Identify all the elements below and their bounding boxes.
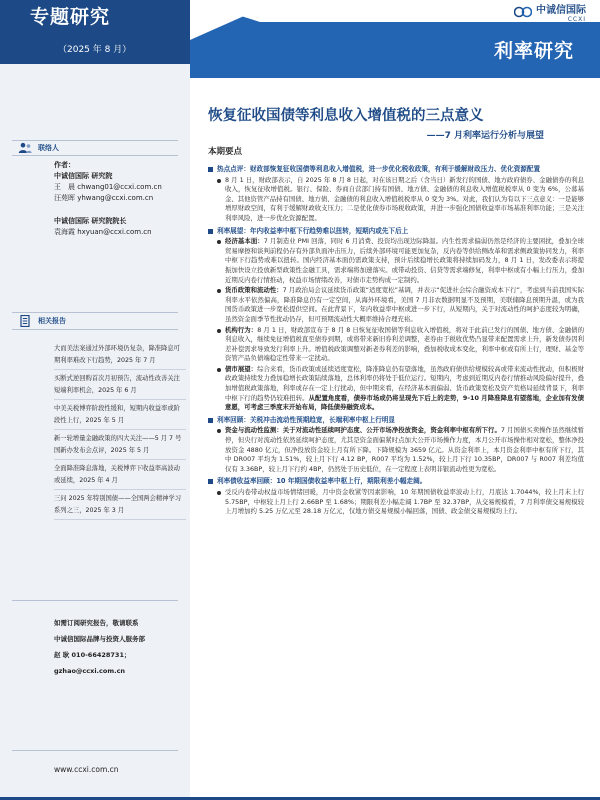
brand-name-en: CCXI xyxy=(567,16,586,23)
head-org: 中诚信国际 研究院院长 xyxy=(54,217,127,225)
sidebar-divider xyxy=(12,750,178,751)
related-section-label: 相关报告 xyxy=(38,317,66,325)
block-title: 利率展望：年内收益率中枢下行趋势难以扭转，短期内或先下后上 xyxy=(208,227,584,237)
report-category: 利率研究 xyxy=(493,40,574,62)
paragraph: 经济基本面：7 月制造业 PMI 回落，同时 6 月消费、投资均出现边际降温。内生性需求偏弱仍然是经济的主要困扰，叠加全球贸易摩擦和谈判前程仍存有外部负面冲击压力，后续外部环境可能更加复杂，反内卷等供给侧改革和需求侧政策协同发力，利率中枢下行趋势或难以扭转。国内经济基本面仍需政策支持，预计后续稳增长政策将持续加码发力，8 月 1 日，发改委表示将提振加快设立投放新型政策性金融工具，需求端将加速落实。或带动投资、信贷等需求端修复，利率中枢或有小幅上行压力，叠加近期反内卷行情推动，权益市场情绪改善，对债市走势构成一定制约。 xyxy=(208,237,584,285)
paragraph: 受反内卷带动权益市场情绪回暖，月中资金收紧等因素影响，10 年期国债收益率波动上行，月底达 1.7044%，较上月末上行 5.75BP，中枢较上月上行 2.66BP 至 1.68%；期限利差小幅走阔 1.7BP 至 32.37BP，从交易规模看，7 月利率债交易规模较上月增加约 5.25 万亿元至 28.18 万亿元，仅地方债交易规模小幅回落，国债、政金债交易规模均上行。 xyxy=(208,488,584,517)
author-org: 中诚信国际 研究院 xyxy=(54,172,113,180)
website-link[interactable]: www.ccxi.com.cn xyxy=(54,765,119,774)
sidebar-divider xyxy=(12,600,178,601)
paragraph: 机构行为：8 月 1 日，财政部宣布于 8 月 8 日恢复征收国债等利息收入增值税，将对于此前已发行的国债、地方债、金融债的利息收入，继续免征增值税直至债券到期，或将带来新旧券利差调整，老券由于税收优势凸显带来配置需求上升，新发债券因利差补偿需求导致发行利率上升。增值税政策调整对新老券利差的影响，叠加税收成本变化，利率中枢或有所上行，理财、基金等资管产品负债端稳定性带来一定扰动。 xyxy=(208,326,584,364)
contact-line: 如需订阅研究报告，敬请联系 xyxy=(54,619,139,627)
related-section-header xyxy=(18,315,66,327)
contact-line: 赵 耿 010-66428731； xyxy=(54,651,131,659)
author-label: 作者： xyxy=(54,161,75,169)
author-block xyxy=(54,160,184,238)
document-title: 恢复征收国债等利息收入增值税的三点意义 xyxy=(208,108,484,124)
block-title: 利率回顾：关税冲击流动性预期趋宽，长端利率中枢上行明显 xyxy=(208,416,584,426)
contact-section-label: 联络人 xyxy=(38,144,59,152)
sidebar-divider xyxy=(12,312,178,313)
block-title: 热点点评：财政部恢复征收国债等利息收入增值税，进一步优化税收政策，有利于缓解财政压力、优化资源配置 xyxy=(208,165,584,175)
sidebar-divider xyxy=(12,140,178,141)
related-report-link[interactable]: 中美关税博弈阶段性缓和，短期内收益率或阶段性上行，2025 年 5 月 xyxy=(54,400,186,430)
related-report-link[interactable]: 买断式逆回购首次月初预告，流动性改善关注短端利率机会，2025 年 6 月 xyxy=(54,370,186,400)
brand-name-cn: 中诚信国际 xyxy=(536,5,586,16)
author-entry: 汪苑晖 yhwang@ccxi.com.cn xyxy=(54,194,154,202)
brand-logo xyxy=(514,1,586,23)
section-label: 本期要点 xyxy=(208,147,243,157)
paragraph: 债市展望：综合来看，货币政策或延续适度宽松，降准降息仍有望落地，虽然政府债供给规模较高或带来流动性扰动，但积极财政政策持续发力叠加稳增长政策陆续落地，总体利率仍将处于低位运行。短期内，考虑到近期反内卷行情推动风险偏好提升，叠加增值税政策落地，利率或存在一定上行扰动，但中期来看，在经济基本面偏弱、货币政策宽松及资产荒格局延续背景下，利率中枢下行的趋势仍较难扭转。从配置角度看，债券市场或仍将呈现先下后上的走势，9-10 月降准降息有望落地，企业加有发债意愿，可考虑三季度末开始布局，降低债券融资成本。 xyxy=(208,365,584,413)
header-left-panel xyxy=(0,0,190,64)
paragraph: 资金与流动性监测：关于对流动性延续呵护态度、公开市场净投放资金，资金利率中枢有所下行。7 月国债买卖操作虽然继续暂停，但央行对流动性依然延续呵护态度，尤其是资金面偏紧时点加大公开市场操作力度，本月公开市场操作相对宽松，整体净投放资金 4880 亿元，但净投放资金较上月有所下降。下降规模为 3659 亿元。从资金利率上，本月资金利率中枢有所下行，其中 DR007 平均为 1.51%，较上月下行 4.12 BP，R007 平均为 1.52%，较上月下行 10.35BP，DR007 与 R007 利差均值仅有 3.36BP，较上月下行约 4BP，仍然处于历史低位，在一定程度上表明非银流动性更为宽松。 xyxy=(208,426,584,474)
head-entry: 袁海霞 hxyuan@ccxi.com.cn xyxy=(54,228,152,236)
related-report-link[interactable]: 三问 2025 年特别国债——全国两会精神学习系列之三，2025 年 3 月 xyxy=(54,490,186,520)
contact-section-header xyxy=(18,142,59,154)
people-icon xyxy=(18,142,32,154)
sidebar-divider xyxy=(12,329,178,330)
document-icon xyxy=(18,315,32,327)
series-title: 专题研究 xyxy=(30,6,111,28)
contact-email[interactable]: gzhao@ccxi.com.cn xyxy=(54,667,126,675)
related-report-link[interactable]: 大而美法案通过外部环境仍复杂，降准降息可期利率难改下行趋势，2025 年 7 月 xyxy=(54,340,186,370)
block-title: 利率债收益率回顾：10 年期国债收益率中枢上行，期限利差小幅走阔。 xyxy=(208,477,584,487)
sidebar-divider xyxy=(12,155,178,156)
related-report-list xyxy=(54,340,186,520)
related-report-link[interactable]: 新一轮增量金融政策的四大关注——5 月 7 号国新办发布会点评，2025 年 5 月 xyxy=(54,430,186,460)
document-subtitle: ——7 月利率运行分析与展望 xyxy=(426,131,544,141)
author-entry: 王 晨 chwang01@ccxi.com.cn xyxy=(54,183,162,191)
subscription-contact xyxy=(54,615,184,679)
contact-line: 中诚信国际品牌与投资人服务部 xyxy=(54,635,145,643)
brand-logo-icon xyxy=(514,5,532,19)
paragraph: 8 月 1 日，财政部表示，自 2025 年 8 月 8 日起，对在该日期之后（含当日）新发行的国债、地方政府债券、金融债券的利息收入，恢复征收增值税。银行、保险、券商自营部门持有国债、地方债、金融债的利息收入增值税税率从 0 变为 6%，公募基金、其他资管产品持有国债、地方债、金融债的利息收入增值税税率从 0 变为 3%。对此，我们认为有以下三点意义：一是能够增厚财政空间，有利于缓解财政收支压力；二是优化债券市场税收政策，并进一步强化国债收益率市场基准利率功能；三是关注利率风险，进一步优化资源配置。 xyxy=(208,176,584,224)
report-date: （2025 年 8 月） xyxy=(58,45,132,55)
related-report-link[interactable]: 全面降准降息落地，关税博弈下收益率高波动或延续，2025 年 4 月 xyxy=(54,460,186,490)
paragraph: 货币政策和流动性：7 月政治局会议延续货币政策“适度宽松”基调，并表示“促进社会综合融资成本下行”，考虑到当前我国实际利率水平依然偏高，降准降息仍有一定空间，从海外环境看，美国 7 月非农数据明显不及预期，美联储降息预期升温，或为我国货币政策进一步宽松提供空间。在此背景下，年内收益率中枢或进一步下行，从短期内，关于对流动性的呵护态度较为明确，虽然资金面季节性扰动仍存，但可预期流动性大概率维持合理充裕。 xyxy=(208,286,584,324)
key-points-body xyxy=(208,162,584,517)
